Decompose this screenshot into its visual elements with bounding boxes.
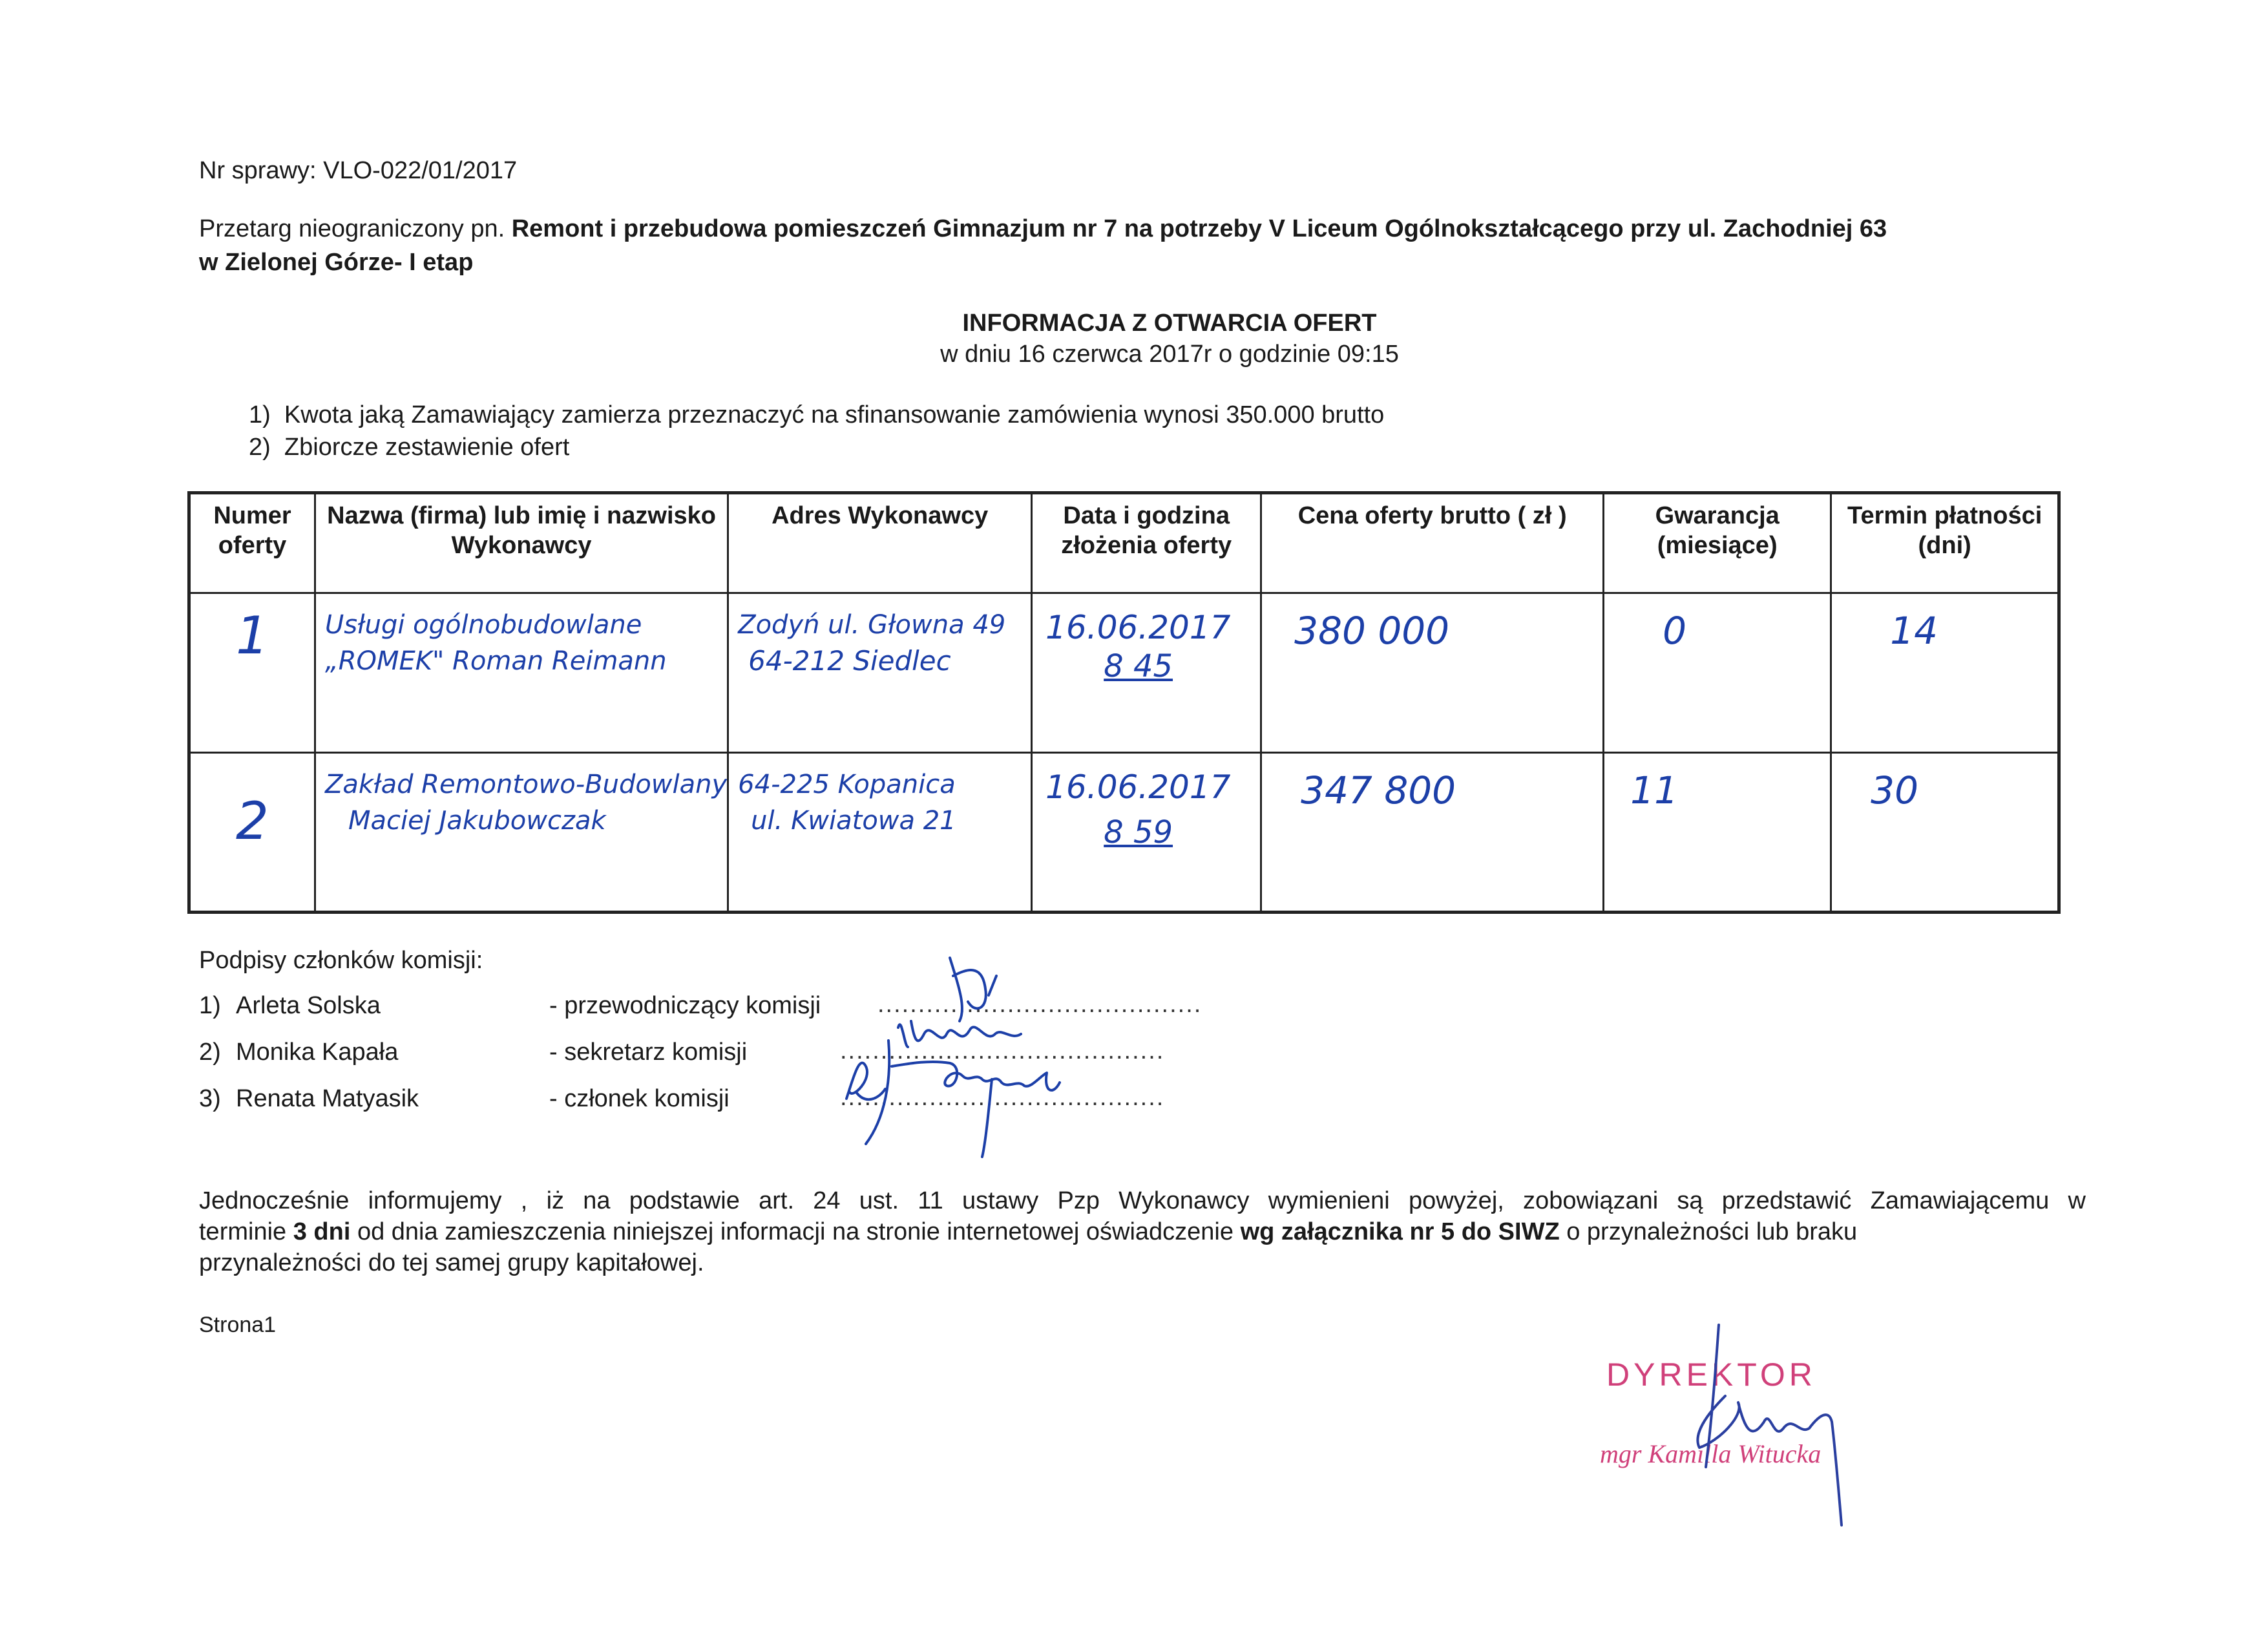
offer-name-line2: Maciej Jakubowczak — [348, 806, 606, 836]
signature-line: ........................................ — [840, 1084, 1165, 1111]
member-number: 1) — [199, 992, 221, 1019]
tender-title-line1 — [199, 213, 1887, 244]
signature-line: ........................................ — [840, 1037, 1165, 1064]
notice-line1: Jednocześnie informujemy , iż na podstawie art. 24 ust. 11 ustawy Pzp Wykonawcy wymienieni powyżej, zobowiązani są przedstawić Zamawiającemu w — [199, 1187, 2086, 1214]
offer-name-line2: „ROMEK" Roman Reimann — [325, 646, 667, 676]
notice-line3: przynależności do tej samej grupy kapitałowej. — [199, 1249, 704, 1276]
cell-price — [1261, 593, 1604, 753]
offers-table — [187, 491, 2061, 914]
table-row — [189, 753, 2059, 913]
member-name: Monika Kapała — [236, 1039, 399, 1066]
col-header-date: Data i godzina złożenia oferty — [1032, 493, 1261, 593]
member-role: - członek komisji — [549, 1085, 730, 1112]
col-header-name: Nazwa (firma) lub imię i nazwisko Wykonawcy — [315, 493, 728, 593]
notice-text: o przynależności lub braku — [1559, 1218, 1858, 1245]
member-number: 3) — [199, 1085, 221, 1112]
member-role: - sekretarz komisji — [549, 1039, 748, 1066]
cell-number — [189, 593, 315, 753]
col-header-price: Cena oferty brutto ( zł ) — [1261, 493, 1604, 593]
director-stamp-name: mgr Kamilla Witucka — [1600, 1439, 1822, 1468]
offer-time: 8 59 — [1104, 814, 1173, 850]
cell-name — [315, 593, 728, 753]
table-header-row — [189, 493, 2059, 593]
cell-date — [1032, 753, 1261, 913]
cell-warranty — [1604, 593, 1831, 753]
director-stamp-title: DYREKTOR — [1606, 1357, 1816, 1393]
cell-number — [189, 753, 315, 913]
col-header-address: Adres Wykonawcy — [728, 493, 1032, 593]
offer-payment: 30 — [1871, 768, 1918, 812]
case-number: Nr sprawy: VLO-022/01/2017 — [199, 157, 518, 184]
cell-date — [1032, 593, 1261, 753]
cell-name — [315, 753, 728, 913]
tender-prefix: Przetarg nieograniczony pn. — [199, 215, 512, 242]
offer-date: 16.06.2017 — [1045, 609, 1231, 646]
tender-title-line2: w Zielonej Górze- I etap — [199, 249, 474, 276]
point-number: 2) — [249, 434, 271, 461]
cell-address — [728, 593, 1032, 753]
offer-address-line2: ul. Kwiatowa 21 — [751, 806, 956, 836]
page-title: INFORMACJA Z OTWARCIA OFERT — [962, 310, 1377, 337]
offer-address-line2: 64-212 Siedlec — [748, 645, 951, 677]
notice-line2 — [199, 1216, 1857, 1247]
page-label: Strona1 — [199, 1313, 277, 1337]
offer-time: 8 45 — [1104, 648, 1173, 684]
cell-price — [1261, 753, 1604, 913]
director-signature — [1680, 1318, 1874, 1532]
page-subtitle: w dniu 16 czerwca 2017r o godzinie 09:15 — [940, 341, 1399, 368]
offer-address-line1: Zodyń ul. Głowna 49 — [738, 610, 1006, 640]
offer-number: 2 — [236, 791, 269, 850]
committee-signatures — [827, 950, 1137, 1163]
notice-attachment: wg załącznika nr 5 do SIWZ — [1240, 1218, 1560, 1245]
signature-line: ........................................ — [877, 991, 1202, 1018]
point-text: Kwota jaką Zamawiający zamierza przeznaczyć na sfinansowanie zamówienia wynosi 350.000 brutto — [284, 401, 1385, 428]
point-text: Zbiorcze zestawienie ofert — [284, 434, 570, 461]
signatures-title: Podpisy członków komisji: — [199, 947, 483, 974]
member-number: 2) — [199, 1039, 221, 1066]
point-1 — [249, 399, 1384, 430]
cell-address — [728, 753, 1032, 913]
cell-payment — [1831, 593, 2059, 753]
col-header-number: Numer oferty — [189, 493, 315, 593]
tender-name: Remont i przebudowa pomieszczeń Gimnazjum nr 7 na potrzeby V Liceum Ogólnokształcącego przy ul. Zachodniej 63 — [511, 215, 1887, 242]
cell-warranty — [1604, 753, 1831, 913]
notice-text: od dnia zamieszczenia niniejszej informacji na stronie internetowej oświadczenie — [350, 1218, 1241, 1245]
point-2 — [249, 432, 569, 463]
member-name: Arleta Solska — [236, 992, 381, 1019]
notice-deadline: 3 dni — [293, 1218, 351, 1245]
col-header-payment: Termin płatności (dni) — [1831, 493, 2059, 593]
offer-payment: 14 — [1890, 609, 1938, 653]
offer-warranty: 0 — [1663, 609, 1687, 653]
point-number: 1) — [249, 401, 271, 428]
offer-price: 380 000 — [1294, 609, 1450, 653]
col-header-warranty: Gwarancja (miesiące) — [1604, 493, 1831, 593]
offer-name-line1: Zakład Remontowo-Budowlany — [325, 770, 728, 799]
cell-payment — [1831, 753, 2059, 913]
offer-number: 1 — [236, 606, 269, 665]
offer-price: 347 800 — [1301, 768, 1456, 812]
offer-date: 16.06.2017 — [1045, 768, 1231, 806]
member-role: - przewodniczący komisji — [549, 992, 821, 1019]
table-row — [189, 593, 2059, 753]
notice-text: terminie — [199, 1218, 293, 1245]
member-name: Renata Matyasik — [236, 1085, 419, 1112]
offer-warranty: 11 — [1630, 768, 1678, 812]
offer-name-line1: Usługi ogólnobudowlane — [325, 610, 642, 640]
offer-address-line1: 64-225 Kopanica — [738, 770, 956, 799]
